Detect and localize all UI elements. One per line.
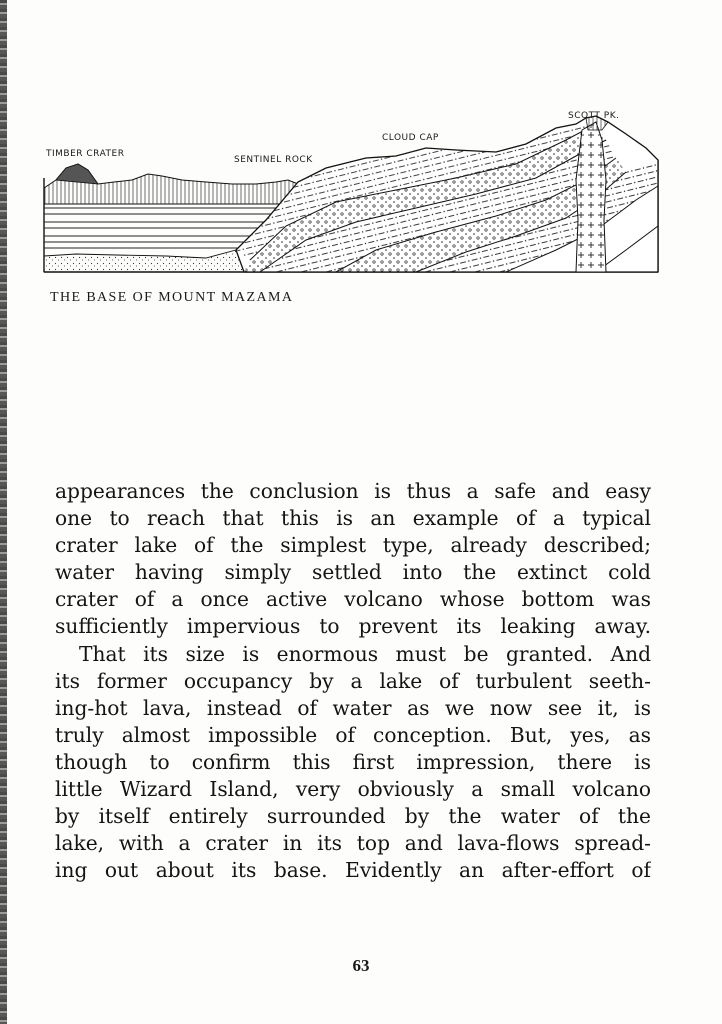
text-line: sufficiently impervious to prevent its leaking away.: [55, 614, 651, 639]
text-line: crater lake of the simplest type, already described;: [55, 533, 651, 558]
page-number: 63: [352, 956, 370, 975]
label-timber-crater: TIMBER CRATER: [46, 149, 125, 159]
book-spine-edge: [0, 0, 7, 1024]
text-line: truly almost impossible of conception. But, yes, as: [55, 722, 651, 747]
text-line: by itself entirely surrounded by the water of the: [55, 804, 651, 829]
figure-caption: THE BASE OF MOUNT MAZAMA: [50, 290, 294, 305]
text-line: ing out about its base. Evidently an after-effort of: [55, 858, 651, 883]
text-line: appearances the conclusion is thus a safe and easy: [55, 479, 651, 503]
label-scott-pk: SCOTT PK.: [568, 111, 620, 121]
text-line: though to confirm this first impression, there is: [55, 749, 651, 774]
text-line: ing-hot lava, instead of water as we now see it, is: [55, 695, 651, 720]
text-line: crater of a once active volcano whose bottom was: [55, 587, 651, 612]
mazama-cross-section-figure: [36, 100, 668, 280]
text-line: lake, with a crater in its top and lava-flows spread-: [55, 831, 651, 856]
body-text: [55, 478, 651, 884]
cross-section-drawing: [36, 100, 668, 280]
text-line: its former occupancy by a lake of turbulent seeth-: [55, 668, 651, 693]
label-cloud-cap: CLOUD CAP: [382, 133, 439, 143]
paragraph-first-line: That its size is enormous must be granted. And: [79, 641, 651, 666]
label-sentinel-rock: SENTINEL ROCK: [234, 155, 313, 165]
text-line: little Wizard Island, very obviously a small volcano: [55, 777, 651, 802]
text-line: water having simply settled into the extinct cold: [55, 560, 651, 585]
text-line: one to reach that this is an example of a typical: [55, 506, 651, 531]
